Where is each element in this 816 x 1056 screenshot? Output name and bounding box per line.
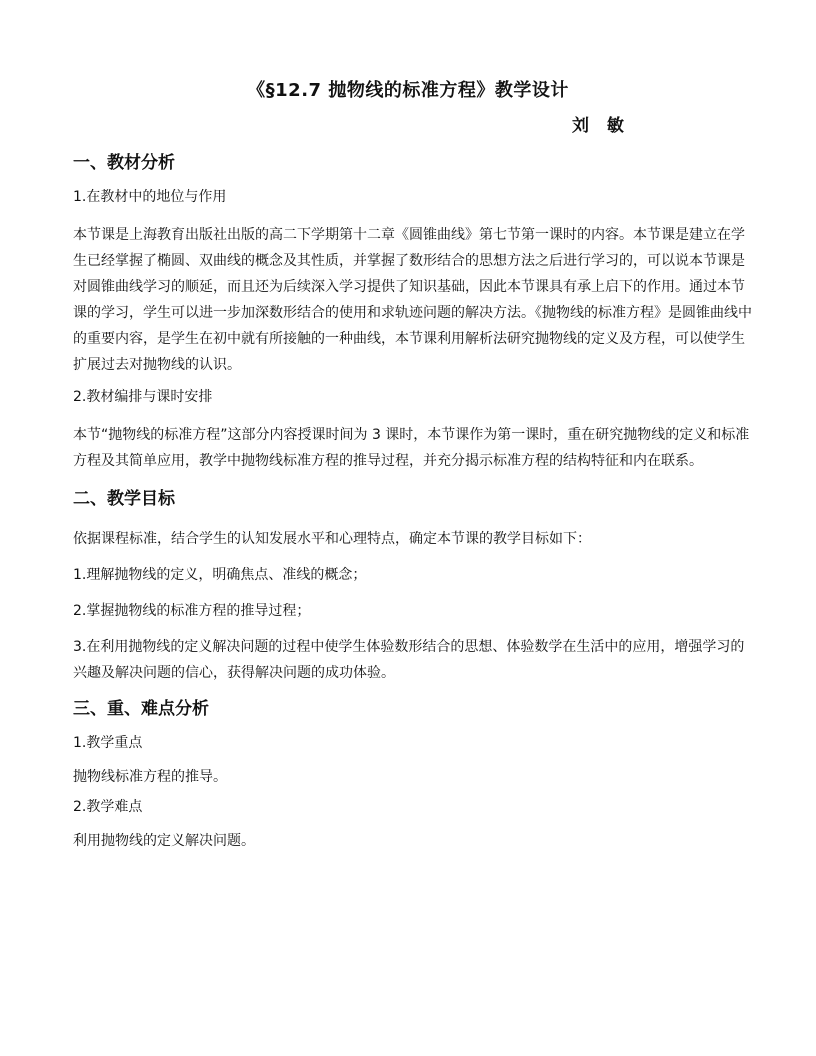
objective-item-3: 3.在利用抛物线的定义解决问题的过程中使学生体验数形结合的思想、体验数学在生活中的应用，增强学习的兴趣及解决问题的信心，获得解决问题的成功体验。 <box>73 639 745 681</box>
section-heading: 三、重、难点分析 <box>73 699 209 719</box>
paragraph-role: 本节课是上海教育出版社出版的高二下学期第十二章《圆锥曲线》第七节第一课时的内容。本节课是建立在学生已经掌握了椭圆、双曲线的概念及其性质，并掌握了数形结合的思想方法之后进行学习的，可以说本节课是对圆锥曲线学习的顺延，而且还为后续深入学习提供了知识基础，因此本节课具有承上启下的作用。通过本节课的学习，学生可以进一步加深数形结合的使用和求轨迹问题的解决方法。《抛物线的标准方程》是圆锥曲线中的重要内容，是学生在初中就有所接触的一种曲线，本节课利用解析法研究抛物线的定义及方程，可以使学生扩展过去对抛物线的认识。 <box>73 227 752 373</box>
section-heading: 一、教材分析 <box>73 153 175 173</box>
document-author: 刘 敏 <box>572 116 630 136</box>
section-heading: 二、教学目标 <box>73 489 175 509</box>
document-body <box>73 146 753 860</box>
section-key-difficult-points <box>73 692 753 854</box>
paragraph-difficult-point: 利用抛物线的定义解决问题。 <box>73 833 255 849</box>
objective-item-1: 1.理解抛物线的定义，明确焦点、准线的概念； <box>73 567 367 583</box>
subheading-arrangement: 2.教材编排与课时安排 <box>73 389 213 405</box>
subheading-difficult-point: 2.教学难点 <box>73 799 143 815</box>
paragraph-key-point: 抛物线标准方程的推导。 <box>73 769 227 785</box>
document-title: 《§12.7 抛物线的标准方程》教学设计 <box>247 80 569 101</box>
subheading-key-point: 1.教学重点 <box>73 735 143 751</box>
subheading-role: 1.在教材中的地位与作用 <box>73 189 227 205</box>
section-teaching-objectives <box>73 482 753 686</box>
objectives-intro: 依据课程标准，结合学生的认知发展水平和心理特点，确定本节课的教学目标如下： <box>73 531 591 547</box>
objective-item-2: 2.掌握抛物线的标准方程的推导过程； <box>73 603 311 619</box>
section-textbook-analysis <box>73 146 753 474</box>
paragraph-arrangement: 本节“抛物线的标准方程”这部分内容授课时间为 3 课时，本节课作为第一课时，重在研究抛物线的定义和标准方程及其简单应用，教学中抛物线标准方程的推导过程，并充分揭示标准方程的结构特征和内在联系。 <box>73 427 750 469</box>
